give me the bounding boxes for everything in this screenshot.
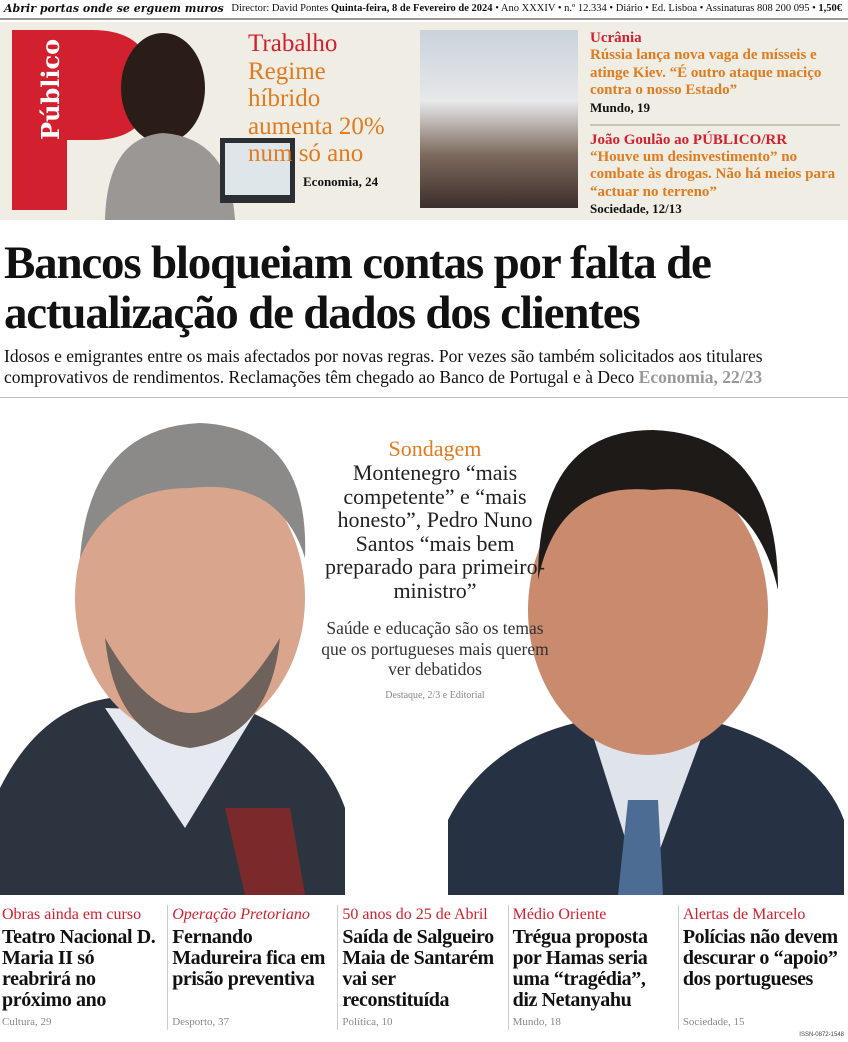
ambulance-photo bbox=[420, 30, 578, 208]
teaser-trabalho[interactable] bbox=[248, 30, 413, 195]
subheadline-text: Idosos e emigrantes entre os mais afectados por novas regras. Por vezes são também solicitados aos titulares comprovativos de rendimentos. Reclamações têm chegado ao Banco de Portugal e à Deco bbox=[4, 346, 763, 387]
teaser-ukraine[interactable] bbox=[590, 30, 840, 116]
right-teasers bbox=[590, 30, 840, 217]
divider bbox=[0, 397, 848, 398]
teaser-text: “Houve um desinvestimento” no combate às drogas. Não há meios para “actuar no terreno” bbox=[590, 148, 836, 200]
teaser-source: Mundo, 19 bbox=[590, 99, 650, 115]
bottom-stories bbox=[0, 905, 848, 1030]
director: Director: David Pontes bbox=[231, 3, 329, 14]
main-headline[interactable]: Bancos bloqueiam contas por falta de actualização de dados dos clientes bbox=[4, 237, 711, 339]
story-teatro[interactable] bbox=[0, 905, 167, 1030]
top-bar bbox=[0, 0, 848, 20]
story-kicker: 50 anos do 25 de Abril bbox=[342, 906, 488, 923]
poll-box[interactable] bbox=[320, 436, 550, 701]
poll-quote: Montenegro “mais competente” e “mais honesto”, Pedro Nuno Santos “mais bem preparado para primeiro-ministro” bbox=[325, 460, 545, 603]
motto: Abrir portas onde se erguem muros bbox=[4, 2, 224, 15]
story-section: Sociedade, 15 bbox=[682, 1016, 745, 1028]
story-section: Cultura, 29 bbox=[2, 1016, 52, 1028]
story-netanyahu[interactable] bbox=[508, 905, 678, 1030]
divider bbox=[590, 124, 840, 126]
teaser-kicker: Ucrânia bbox=[590, 30, 642, 46]
story-section: Desporto, 37 bbox=[172, 1016, 230, 1028]
teaser-text: Regime híbrido aumenta 20% num só ano bbox=[248, 57, 385, 167]
story-section: Política, 10 bbox=[342, 1016, 393, 1028]
poll-subtext: Saúde e educação são os temas que os portugueses mais querem ver debatidos bbox=[321, 618, 549, 679]
issue-meta: • Ano XXXIV • n.º 12.334 • Diário • Ed. Lisboa • Assinaturas 808 200 095 • bbox=[495, 3, 816, 14]
issue-info bbox=[231, 0, 842, 18]
story-salgueiro-maia[interactable] bbox=[337, 905, 507, 1030]
main-subheadline bbox=[4, 346, 846, 388]
story-kicker: Alertas de Marcelo bbox=[682, 906, 806, 923]
pedro-nuno-santos-photo bbox=[0, 408, 345, 895]
teaser-source: Sociedade, 12/13 bbox=[590, 201, 682, 216]
story-headline: Trégua proposta por Hamas seria uma “tragédia”, diz Netanyahu bbox=[512, 926, 648, 1011]
poll-ref: Destaque, 2/3 e Editorial bbox=[385, 689, 485, 701]
story-kicker: Obras ainda em curso bbox=[2, 906, 142, 923]
story-kicker: Médio Oriente bbox=[512, 906, 607, 923]
story-headline: Teatro Nacional D. Maria II só reabrirá no próximo ano bbox=[2, 926, 156, 1011]
teaser-source: Economia, 24 bbox=[303, 173, 379, 189]
issn: ISSN-0872-1548 bbox=[799, 1032, 844, 1038]
date: Quinta-feira, 8 de Fevereiro de 2024 bbox=[330, 3, 493, 14]
teaser-kicker: Trabalho bbox=[248, 30, 338, 57]
story-headline: Fernando Madureira fica em prisão preventiva bbox=[172, 926, 325, 990]
story-kicker: Operação Pretoriano bbox=[172, 906, 310, 923]
subheadline-ref: Economia, 22/23 bbox=[638, 367, 763, 387]
teaser-text: Rússia lança nova vaga de mísseis e atinge Kiev. “É outro ataque maciço contra o nosso Estado” bbox=[590, 47, 822, 98]
logo-wordmark: Público bbox=[36, 38, 65, 140]
story-madureira[interactable] bbox=[167, 905, 337, 1030]
teaser-goulao[interactable] bbox=[590, 132, 840, 218]
story-marcelo[interactable] bbox=[678, 905, 848, 1030]
price: 1,50€ bbox=[818, 3, 842, 14]
teaser-kicker: João Goulão ao PÚBLICO/RR bbox=[590, 131, 788, 148]
poll-kicker: Sondagem bbox=[388, 436, 482, 461]
story-headline: Polícias não devem descurar o “apoio” dos portugueses bbox=[682, 926, 838, 990]
story-section: Mundo, 18 bbox=[512, 1016, 561, 1028]
story-headline: Saída de Salgueiro Maia de Santarém vai ser reconstituída bbox=[342, 926, 494, 1011]
